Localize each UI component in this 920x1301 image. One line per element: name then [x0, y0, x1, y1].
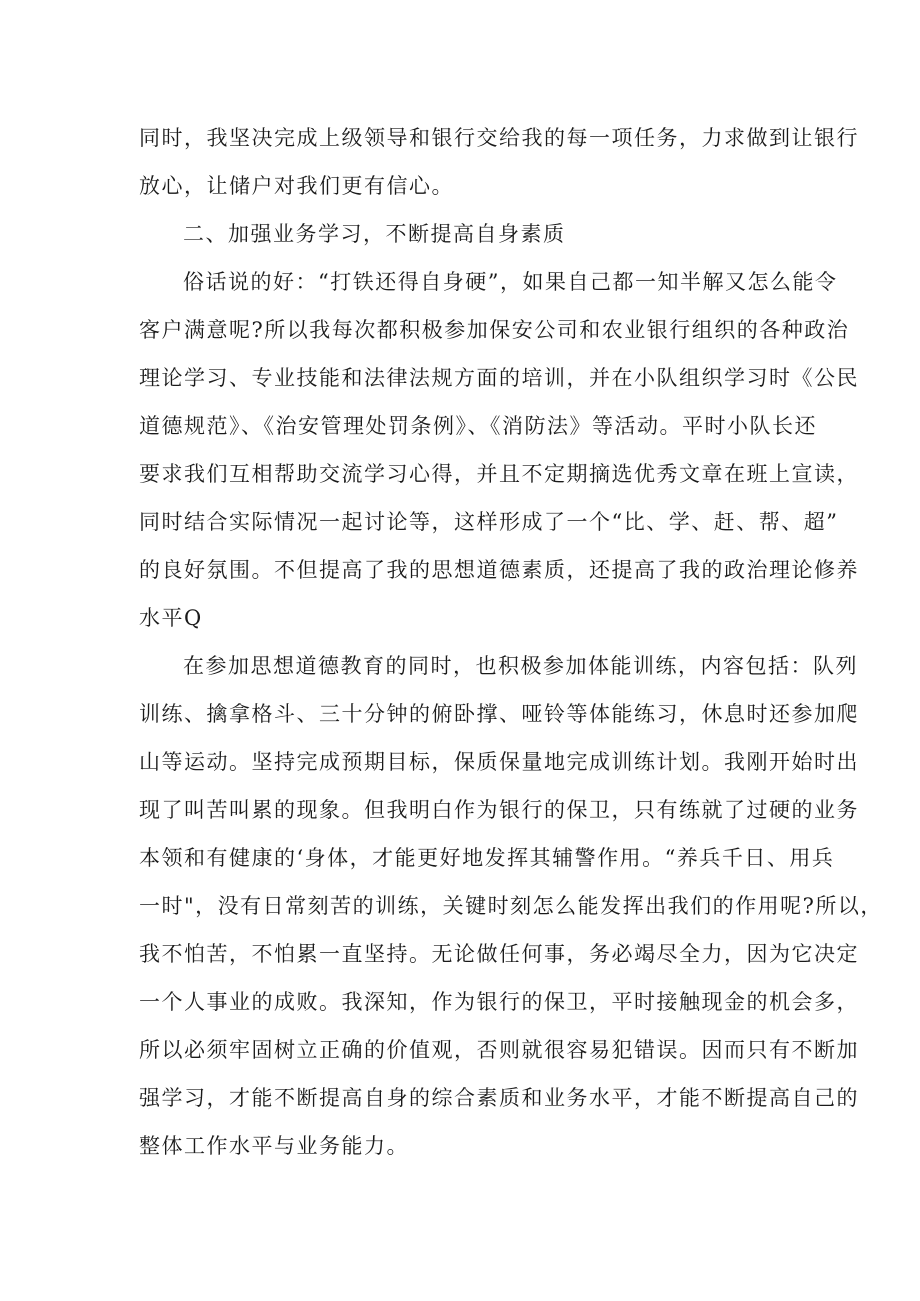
text-line: 道德规范》、《治安管理处罚条例》、《消防法》等活动。平时小队长还: [139, 414, 817, 438]
text-line: 在参加思想道德教育的同时，也积极参加体能训练，内容包括：队列: [183, 654, 858, 678]
text-line: 理论学习、专业技能和法律法规方面的培训，并在小队组织学习时《公民: [139, 366, 859, 390]
text-line: 训练、擒拿格斗、三十分钟的俯卧撑、哑铃等体能练习，休息时还参加爬: [139, 702, 859, 726]
text-line: 俗话说的好：“打铁还得自身硬”，如果自己都一知半解又怎么能令: [183, 270, 838, 294]
text-line: 本领和有健康的‘身体，才能更好地发挥其辅警作用。“养兵千日、用兵: [139, 846, 835, 870]
text-line: 要求我们互相帮助交流学习心得，并且不定期摘选优秀文章在班上宣读，: [139, 462, 859, 486]
section-heading: 二、加强业务学习，不断提高自身素质: [183, 222, 566, 246]
text-line: 同时结合实际情况一起讨论等，这样形成了一个“比、学、赶、帮、超”: [139, 510, 839, 534]
text-line: 现了叫苦叫累的现象。但我明白作为银行的保卫，只有练就了过硬的业务: [139, 798, 859, 822]
text-line: 客户满意呢?所以我每次都积极参加保安公司和农业银行组织的各种政治: [139, 318, 850, 342]
text-line: 同时，我坚决完成上级领导和银行交给我的每一项任务，力求做到让银行: [139, 126, 859, 150]
text-line: 强学习，才能不断提高自身的综合素质和业务水平，才能不断提高自己的: [139, 1086, 859, 1110]
text-line: 放心，让储户对我们更有信心。: [139, 174, 454, 198]
text-line: 一个人事业的成败。我深知，作为银行的保卫，平时接触现金的机会多，: [139, 990, 859, 1014]
text-line: 山等运动。坚持完成预期目标，保质保量地完成训练计划。我刚开始时出: [139, 750, 859, 774]
text-line: 所以必须牢固树立正确的价值观，否则就很容易犯错误。因而只有不断加: [139, 1038, 859, 1062]
text-line: 我不怕苦，不怕累一直坚持。无论做任何事，务必竭尽全力，因为它决定: [139, 942, 859, 966]
text-line: 水平Q: [139, 606, 203, 630]
text-line: 一时"，没有日常刻苦的训练，关键时刻怎么能发挥出我们的作用呢?所以，: [139, 894, 883, 918]
text-line: 的良好氛围。不但提高了我的思想道德素质，还提高了我的政治理论修养: [139, 558, 859, 582]
text-line: 整体工作水平与业务能力。: [139, 1134, 409, 1158]
